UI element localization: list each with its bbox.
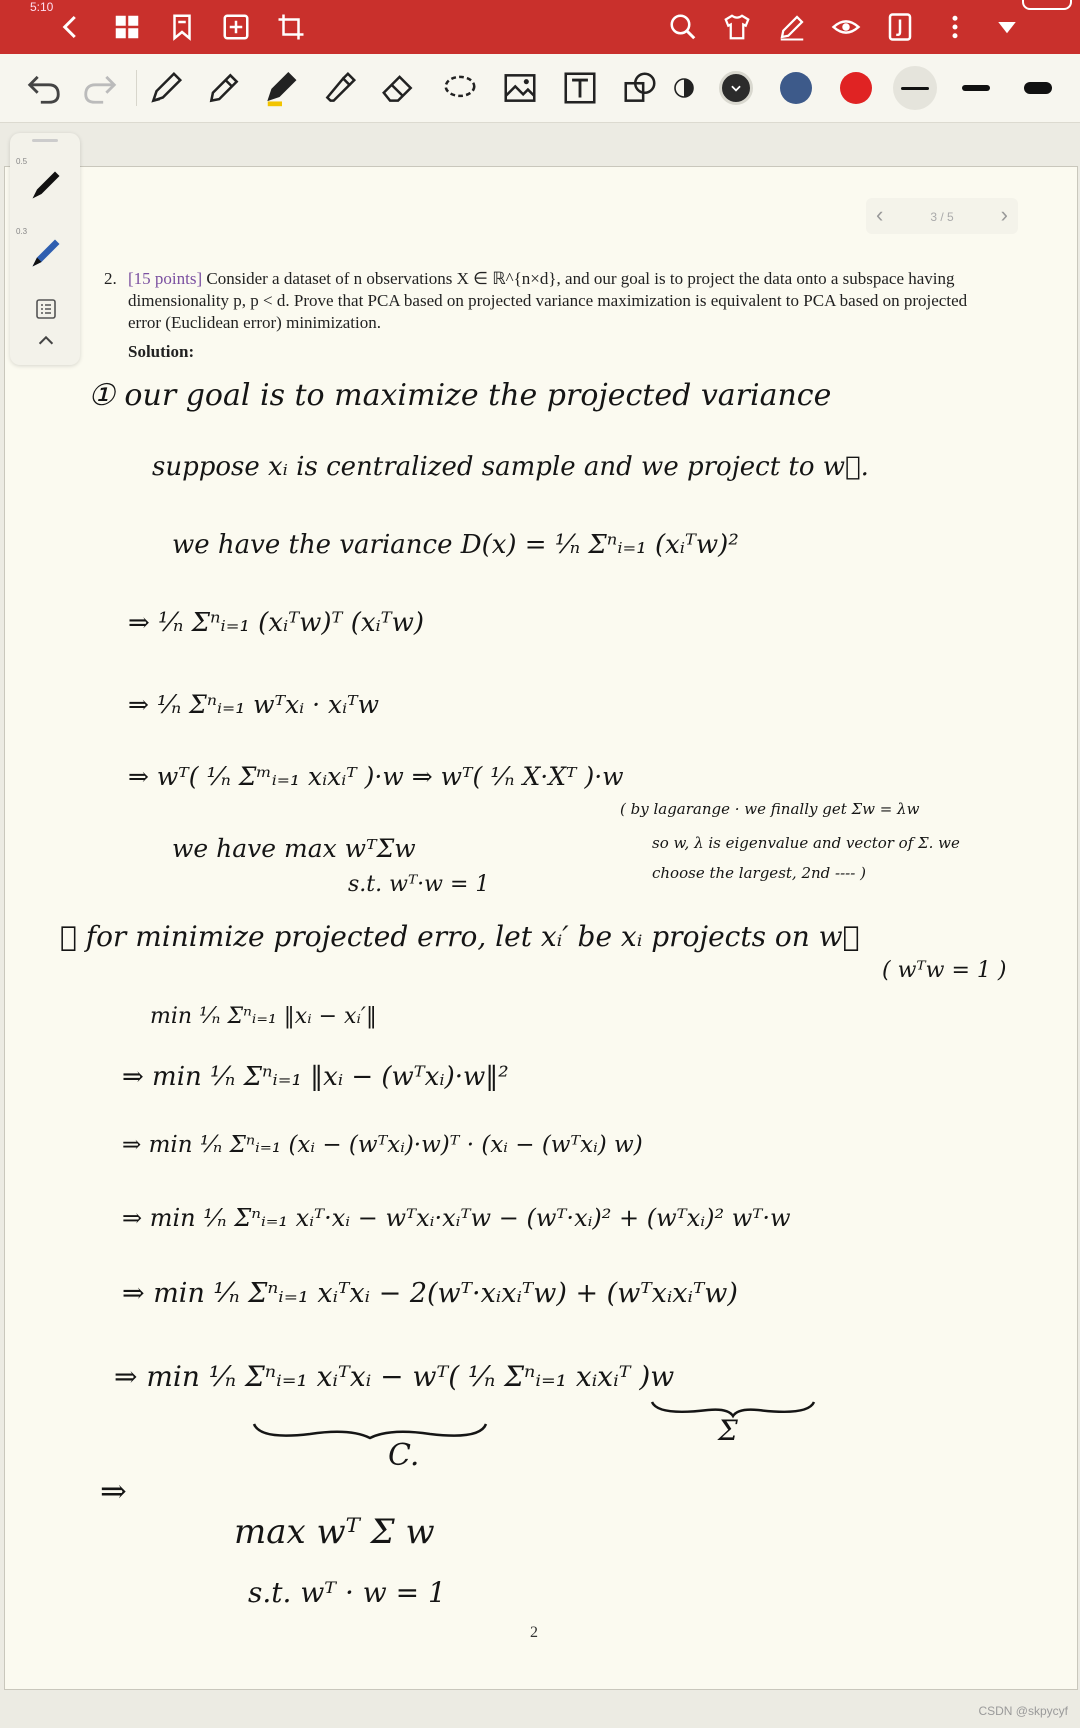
handwriting-line: C. — [388, 1438, 420, 1473]
problem-points: [15 points] — [128, 269, 203, 288]
handwriting-line: s.t. wᵀ · w = 1 — [248, 1576, 446, 1609]
handwriting-line: Σ — [718, 1414, 738, 1447]
highlighter-pen-icon[interactable] — [260, 66, 304, 110]
eye-icon[interactable] — [827, 8, 865, 46]
chevron-left-icon[interactable] — [52, 8, 90, 46]
handwriting-line: ⇒ wᵀ( ¹⁄ₙ Σᵐᵢ₌₁ xᵢxᵢᵀ )·w ⇒ wᵀ( ¹⁄ₙ X·Xᵀ )·w — [128, 762, 624, 791]
page-navigator — [866, 198, 1018, 234]
tablet-icon[interactable] — [881, 8, 919, 46]
preset-size-label: 0.3 — [16, 227, 28, 236]
chevron-up-icon[interactable] — [26, 321, 66, 361]
preset-size-label: 0.5 — [16, 157, 28, 166]
pen-preset-panel — [10, 133, 80, 365]
shirt-icon[interactable] — [718, 8, 756, 46]
image-icon[interactable] — [498, 66, 542, 110]
handwriting-line: ② for minimize projected erro, let xᵢ′ be xᵢ projects on w⃗ — [60, 920, 860, 953]
battery-indicator — [1022, 0, 1072, 10]
fountain-pen-icon[interactable] — [144, 66, 188, 110]
problem-number: 2. — [104, 269, 117, 288]
add-page-icon[interactable] — [217, 8, 255, 46]
next-page-button[interactable]: › — [1000, 202, 1008, 227]
stroke-medium-button[interactable] — [954, 66, 998, 110]
color-swatch-red[interactable] — [834, 66, 878, 110]
handwriting-line: suppose xᵢ is centralized sample and we project to w⃗. — [152, 452, 869, 482]
chevron-down-icon — [729, 81, 743, 95]
handwriting-line: ⇒ min ¹⁄ₙ Σⁿᵢ₌₁ ‖xᵢ − (wᵀxᵢ)·w‖² — [122, 1062, 509, 1092]
handwriting-line: ⇒ min ¹⁄ₙ Σⁿᵢ₌₁ xᵢᵀxᵢ − wᵀ( ¹⁄ₙ Σⁿᵢ₌₁ xᵢxᵢᵀ )w — [114, 1360, 675, 1393]
handwriting-line: ⇒ min ¹⁄ₙ Σⁿᵢ₌₁ xᵢᵀxᵢ − 2(wᵀ·xᵢxᵢᵀw) + (wᵀxᵢxᵢᵀw) — [122, 1278, 738, 1309]
pencil-icon[interactable] — [202, 66, 246, 110]
more-icon[interactable] — [936, 8, 974, 46]
toolbar-divider — [136, 70, 137, 106]
handwriting-line: max wᵀ Σ w — [234, 1512, 435, 1552]
dropdown-icon[interactable] — [988, 8, 1026, 46]
color-swatch-blue[interactable] — [774, 66, 818, 110]
handwriting-line: we have max wᵀΣw — [172, 834, 416, 863]
problem-statement — [104, 268, 984, 334]
problem-text: Consider a dataset of n observations X ∈ ℝ^{n×d}, and our goal is to project the data onto a subspace having dimensionality p, p < d. Prove that PCA based on projected variance maximization is equivalent to PCA based on projected error (Euclidean error) minimization. — [128, 269, 968, 332]
text-icon[interactable] — [558, 66, 602, 110]
page-number: 2 — [530, 1624, 538, 1641]
handwriting-line: ⇒ ¹⁄ₙ Σⁿᵢ₌₁ (xᵢᵀw)ᵀ (xᵢᵀw) — [128, 608, 425, 638]
handwriting-line: s.t. wᵀ·w = 1 — [348, 872, 490, 897]
pen-edit-icon[interactable] — [773, 8, 811, 46]
handwriting-line: ① our goal is to maximize the projected variance — [88, 378, 832, 413]
status-time: 5:10 — [30, 0, 54, 14]
handwriting-line: ( wᵀw = 1 ) — [882, 958, 1007, 983]
pen-toolbar — [0, 54, 1080, 123]
handwriting-line: we have the variance D(x) = ¹⁄ₙ Σⁿᵢ₌₁ (xᵢᵀw)² — [172, 530, 739, 560]
handwriting-line: ⇒ ¹⁄ₙ Σⁿᵢ₌₁ wᵀxᵢ · xᵢᵀw — [128, 690, 380, 719]
drag-handle[interactable] — [32, 139, 58, 142]
page-indicator: 3 / 5 — [930, 210, 954, 224]
handwriting-note: so w, λ is eigenvalue and vector of Σ. we — [652, 834, 960, 852]
search-icon[interactable] — [664, 8, 702, 46]
shapes-icon[interactable] — [618, 66, 662, 110]
handwriting-line: ⇒ — [100, 1472, 127, 1510]
handwriting-note: choose the largest, 2nd ---- ) — [652, 864, 866, 882]
watermark: CSDN @skpycyf — [978, 1704, 1068, 1718]
handwriting-line: ⇒ min ¹⁄ₙ Σⁿᵢ₌₁ (xᵢ − (wᵀxᵢ)·w)ᵀ · (xᵢ − (wᵀxᵢ) w) — [122, 1132, 643, 1158]
prev-page-button[interactable]: ‹ — [876, 202, 884, 227]
lasso-icon[interactable] — [438, 66, 482, 110]
preset-black-pen-icon[interactable] — [26, 165, 66, 205]
preset-blue-pen-icon[interactable] — [26, 233, 66, 273]
stroke-thin-button[interactable] — [893, 66, 937, 110]
highlighter-icon[interactable] — [318, 66, 362, 110]
handwriting-note: ( by lagarange · we finally get Σw = λw — [620, 800, 920, 818]
grid-icon[interactable] — [108, 8, 146, 46]
stroke-thick-button[interactable] — [1016, 66, 1060, 110]
solution-label: Solution: — [128, 342, 195, 361]
eraser-icon[interactable] — [376, 66, 420, 110]
crop-icon[interactable] — [272, 8, 310, 46]
layers-icon[interactable] — [672, 66, 696, 110]
handwriting-line: min ¹⁄ₙ Σⁿᵢ₌₁ ‖xᵢ − xᵢ′‖ — [150, 1004, 377, 1029]
undo-icon[interactable] — [22, 66, 66, 110]
bookmark-icon[interactable] — [163, 8, 201, 46]
handwriting-line: ⇒ min ¹⁄ₙ Σⁿᵢ₌₁ xᵢᵀ·xᵢ − wᵀxᵢ·xᵢᵀw − (wᵀ·xᵢ)² + (wᵀxᵢ)² wᵀ·w — [122, 1204, 791, 1232]
app-bar — [0, 0, 1080, 54]
redo-icon[interactable] — [78, 66, 122, 110]
color-swatch-dark[interactable] — [714, 66, 758, 110]
underbrace-mark — [250, 1420, 490, 1444]
